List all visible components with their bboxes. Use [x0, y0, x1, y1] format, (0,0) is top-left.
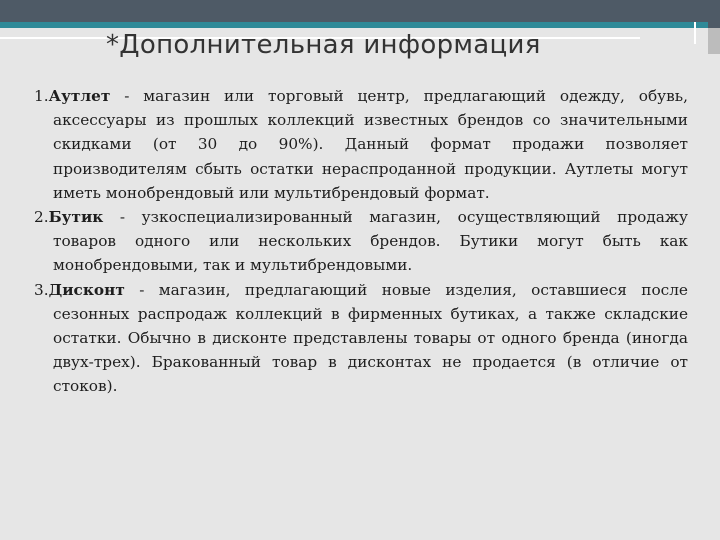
- corner-block: [708, 0, 720, 28]
- item-number: 1.: [34, 87, 49, 105]
- term-discount: Дисконт: [48, 280, 125, 299]
- definition-outlet: - магазин или торговый центр, предлагающий одежду, обувь, аксессуары из прошлых коллекций известных брендов со значительными скидками (от 30 до 90%). Данный формат продажи позволяет производителям сбыть остатки нераспроданной продукции. Аутлеты могут иметь монобрендовый или мультибрендовый формат.: [53, 87, 688, 202]
- slide-title: *Дополнительная информация: [106, 30, 541, 60]
- item-number: 2.: [34, 208, 49, 227]
- corner-divider: [694, 22, 696, 44]
- header-bar: [0, 0, 720, 22]
- header-accent-bar: [0, 22, 720, 28]
- definition-item-outlet: [34, 84, 688, 205]
- definition-item-discount: [34, 278, 688, 399]
- item-number: 3.: [34, 280, 49, 299]
- definition-list: [34, 84, 688, 399]
- term-boutique: Бутик: [48, 208, 104, 227]
- definition-discount: - магазин, предлагающий новые изделия, оставшиеся после сезонных распродаж коллекций в фирменных бутиках, а также складские остатки. Обычно в дисконте представлены товары от одного бренда (иногда двух-трех). Бракованный товар в дисконтах не продается (в отличие от стоков).: [53, 280, 688, 396]
- definition-item-boutique: [34, 205, 688, 278]
- term-outlet: Аутлет: [48, 87, 111, 105]
- definition-boutique: - узкоспециализированный магазин, осуществляющий продажу товаров одного или нескольких брендов. Бутики могут быть как монобрендовыми, так и мультибрендовыми.: [53, 208, 688, 275]
